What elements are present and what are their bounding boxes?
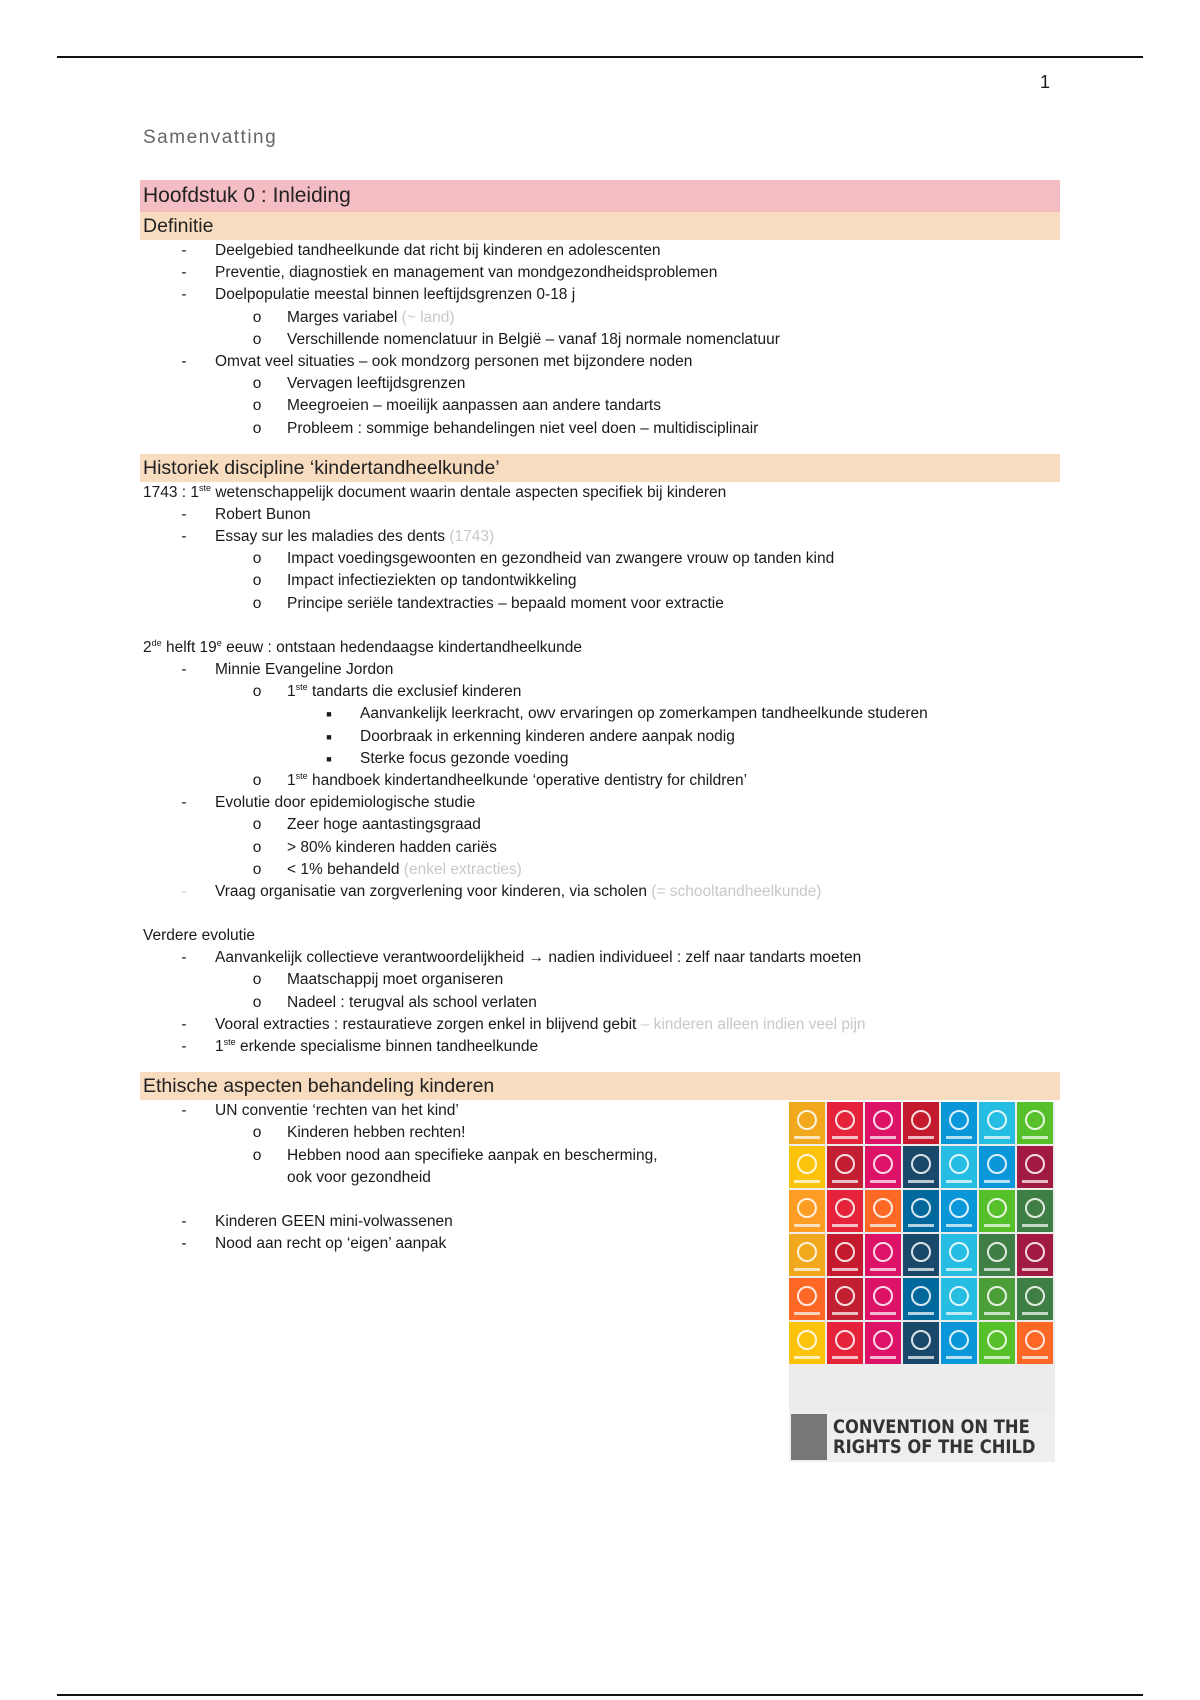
child-figure-icon	[987, 1198, 1007, 1218]
child-figure-icon	[797, 1286, 817, 1306]
poster-tile	[789, 1234, 825, 1276]
poster-tile	[1017, 1234, 1053, 1276]
list-item: o > 80% kinderen hadden cariës	[252, 838, 497, 856]
poster-tile	[1017, 1322, 1053, 1364]
list-item: o Impact voedingsgewoonten en gezondheid van zwangere vrouw op tanden kind	[252, 550, 835, 568]
poster-tile	[1017, 1102, 1053, 1144]
chapter-heading: Hoofdstuk 0 : Inleiding	[140, 180, 1060, 212]
footer-rule	[57, 1694, 1143, 1696]
poster-tile	[979, 1278, 1015, 1320]
page-content	[140, 180, 1060, 1480]
child-figure-icon	[797, 1242, 817, 1262]
list-item: - Vraag organisatie van zorgverlening voor kinderen, via scholen (= schooltandheelkunde)	[181, 882, 822, 900]
poster-tile	[941, 1102, 977, 1144]
poster-tile	[979, 1102, 1015, 1144]
list-item: o 1ste tandarts die exclusief kinderen	[252, 682, 522, 701]
poster-tile	[941, 1190, 977, 1232]
child-figure-icon	[911, 1110, 931, 1130]
poster-tile	[903, 1278, 939, 1320]
poster-tile	[827, 1278, 863, 1320]
list-item: - UN conventie ‘rechten van het kind’	[181, 1102, 459, 1120]
list-item: - Evolutie door epidemiologische studie	[181, 794, 476, 812]
poster-tile	[827, 1322, 863, 1364]
poster-title: CONVENTION ON THE RIGHTS OF THE CHILD	[833, 1416, 1036, 1459]
child-figure-icon	[987, 1242, 1007, 1262]
poster-tile	[865, 1102, 901, 1144]
list-item: o Impact infectieziekten op tandontwikkeling	[252, 572, 577, 590]
list-item: o Principe seriële tandextracties – bepaald moment voor extractie	[252, 594, 724, 612]
child-figure-icon	[1025, 1154, 1045, 1174]
poster-badge-icon	[791, 1414, 827, 1460]
poster-tile	[903, 1146, 939, 1188]
child-figure-icon	[835, 1154, 855, 1174]
section-heading-definitie: Definitie	[140, 212, 1060, 240]
note: (= schooltandheelkunde)	[651, 882, 822, 900]
poster-tile	[827, 1102, 863, 1144]
poster-tile	[979, 1322, 1015, 1364]
poster-tile	[789, 1278, 825, 1320]
child-figure-icon	[1025, 1286, 1045, 1306]
list-item: - 1ste erkende specialisme binnen tandheelkunde	[181, 1036, 539, 1055]
child-figure-icon	[835, 1198, 855, 1218]
child-figure-icon	[873, 1330, 893, 1350]
list-item: - Nood aan recht op ‘eigen’ aanpak	[181, 1235, 447, 1253]
poster-tile	[827, 1190, 863, 1232]
poster-tile	[865, 1146, 901, 1188]
poster-tile	[941, 1234, 977, 1276]
document-label: Samenvatting	[143, 127, 278, 148]
poster-tile	[865, 1234, 901, 1276]
child-figure-icon	[835, 1242, 855, 1262]
child-figure-icon	[797, 1198, 817, 1218]
child-figure-icon	[911, 1286, 931, 1306]
list-item: - Minnie Evangeline Jordon	[181, 661, 394, 678]
child-figure-icon	[987, 1330, 1007, 1350]
page-number: 1	[1040, 72, 1051, 92]
child-figure-icon	[987, 1110, 1007, 1130]
list-item: - Preventie, diagnostiek en management van mondgezondheidsproblemen	[181, 264, 718, 282]
note: (1743)	[449, 528, 495, 546]
child-figure-icon	[1025, 1242, 1045, 1262]
list-item: - Essay sur les maladies des dents (1743)	[181, 528, 495, 546]
convention-poster-image	[789, 1102, 1055, 1462]
poster-tile	[789, 1322, 825, 1364]
child-figure-icon	[1025, 1110, 1045, 1130]
child-figure-icon	[911, 1242, 931, 1262]
child-figure-icon	[1025, 1198, 1045, 1218]
note: (~ land)	[401, 308, 455, 326]
list-item: - Vooral extracties : restauratieve zorgen enkel in blijvend gebit – kinderen alleen indien veel pijn	[181, 1015, 866, 1033]
poster-tile	[789, 1190, 825, 1232]
list-item: - Kinderen GEEN mini-volwassenen	[181, 1212, 453, 1230]
child-figure-icon	[835, 1286, 855, 1306]
note: (enkel extracties)	[403, 860, 522, 878]
list-item: o Marges variabel (~ land)	[252, 308, 455, 326]
child-figure-icon	[873, 1286, 893, 1306]
list-item: - Aanvankelijk collectieve verantwoordelijkheid → nadien individueel : zelf naar tandarts moeten	[181, 949, 862, 967]
child-figure-icon	[797, 1330, 817, 1350]
poster-tile	[1017, 1190, 1053, 1232]
poster-tile	[941, 1278, 977, 1320]
poster-tile	[827, 1146, 863, 1188]
child-figure-icon	[873, 1110, 893, 1130]
list-item: ■ Aanvankelijk leerkracht, owv ervaringen op zomerkampen tandheelkunde studeren	[326, 705, 928, 723]
list-item: o Zeer hoge aantastingsgraad	[252, 816, 481, 834]
list-item: o Kinderen hebben rechten!	[252, 1124, 466, 1142]
header-rule	[57, 56, 1143, 58]
child-figure-icon	[873, 1154, 893, 1174]
list-item: o Maatschappij moet organiseren	[252, 971, 504, 989]
list-item: - Deelgebied tandheelkunde dat richt bij kinderen en adolescenten	[181, 242, 661, 259]
poster-tile	[903, 1190, 939, 1232]
paragraph: 1743 : 1ste wetenschappelijk document waarin dentale aspecten specifiek bij kinderen	[143, 482, 727, 501]
list-item: - Omvat veel situaties – ook mondzorg personen met bijzondere noden	[181, 352, 693, 370]
note: – kinderen alleen indien veel pijn	[640, 1015, 866, 1033]
child-figure-icon	[949, 1110, 969, 1130]
paragraph: Verdere evolutie	[143, 927, 256, 945]
poster-tile	[865, 1322, 901, 1364]
poster-tile	[789, 1146, 825, 1188]
poster-tile	[941, 1146, 977, 1188]
child-figure-icon	[835, 1110, 855, 1130]
poster-tile	[1017, 1278, 1053, 1320]
list-item: ■ Sterke focus gezonde voeding	[326, 749, 569, 767]
section-heading-historiek: Historiek discipline ‘kindertandheelkunde’	[140, 454, 1060, 482]
child-figure-icon	[949, 1330, 969, 1350]
child-figure-icon	[911, 1330, 931, 1350]
list-item: o Meegroeien – moeilijk aanpassen aan andere tandarts	[252, 397, 661, 415]
child-figure-icon	[873, 1242, 893, 1262]
list-item: o < 1% behandeld (enkel extracties)	[252, 860, 522, 878]
poster-tile	[827, 1234, 863, 1276]
list-item: ook voor gezondheid	[287, 1168, 431, 1186]
poster-tile	[979, 1146, 1015, 1188]
poster-icon-grid	[789, 1102, 1055, 1410]
child-figure-icon	[911, 1154, 931, 1174]
poster-tile	[865, 1278, 901, 1320]
list-item: - Robert Bunon	[181, 505, 311, 523]
list-item: o 1ste handboek kindertandheelkunde ‘operative dentistry for children’	[252, 770, 748, 789]
child-figure-icon	[987, 1286, 1007, 1306]
child-figure-icon	[797, 1154, 817, 1174]
child-figure-icon	[797, 1110, 817, 1130]
poster-tile	[903, 1234, 939, 1276]
child-figure-icon	[835, 1330, 855, 1350]
list-item: o Vervagen leeftijdsgrenzen	[252, 375, 466, 393]
list-item: o Verschillende nomenclatuur in België – vanaf 18j normale nomenclatuur	[252, 330, 780, 348]
child-figure-icon	[949, 1242, 969, 1262]
child-figure-icon	[949, 1286, 969, 1306]
child-figure-icon	[873, 1198, 893, 1218]
poster-tile	[979, 1234, 1015, 1276]
child-figure-icon	[949, 1198, 969, 1218]
list-item: - Doelpopulatie meestal binnen leeftijdsgrenzen 0-18 j	[181, 286, 576, 304]
poster-tile	[1017, 1146, 1053, 1188]
list-item: o Hebben nood aan specifieke aanpak en bescherming,	[252, 1146, 658, 1164]
ethics-block	[140, 1100, 1060, 1480]
child-figure-icon	[987, 1154, 1007, 1174]
child-figure-icon	[911, 1198, 931, 1218]
child-figure-icon	[949, 1154, 969, 1174]
list-item: o Nadeel : terugval als school verlaten	[252, 993, 537, 1011]
poster-tile	[789, 1102, 825, 1144]
section-heading-ethisch: Ethische aspecten behandeling kinderen	[140, 1072, 1060, 1100]
poster-tile	[941, 1322, 977, 1364]
list-item: ■ Doorbraak in erkenning kinderen andere aanpak nodig	[326, 727, 735, 745]
paragraph: 2de helft 19e eeuw : ontstaan hedendaagse kindertandheelkunde	[143, 637, 583, 656]
poster-footer	[789, 1412, 1055, 1462]
poster-tile	[865, 1190, 901, 1232]
poster-tile	[903, 1322, 939, 1364]
child-figure-icon	[1025, 1330, 1045, 1350]
poster-tile	[903, 1102, 939, 1144]
list-item: o Probleem : sommige behandelingen niet veel doen – multidisciplinair	[252, 419, 759, 437]
poster-tile	[979, 1190, 1015, 1232]
